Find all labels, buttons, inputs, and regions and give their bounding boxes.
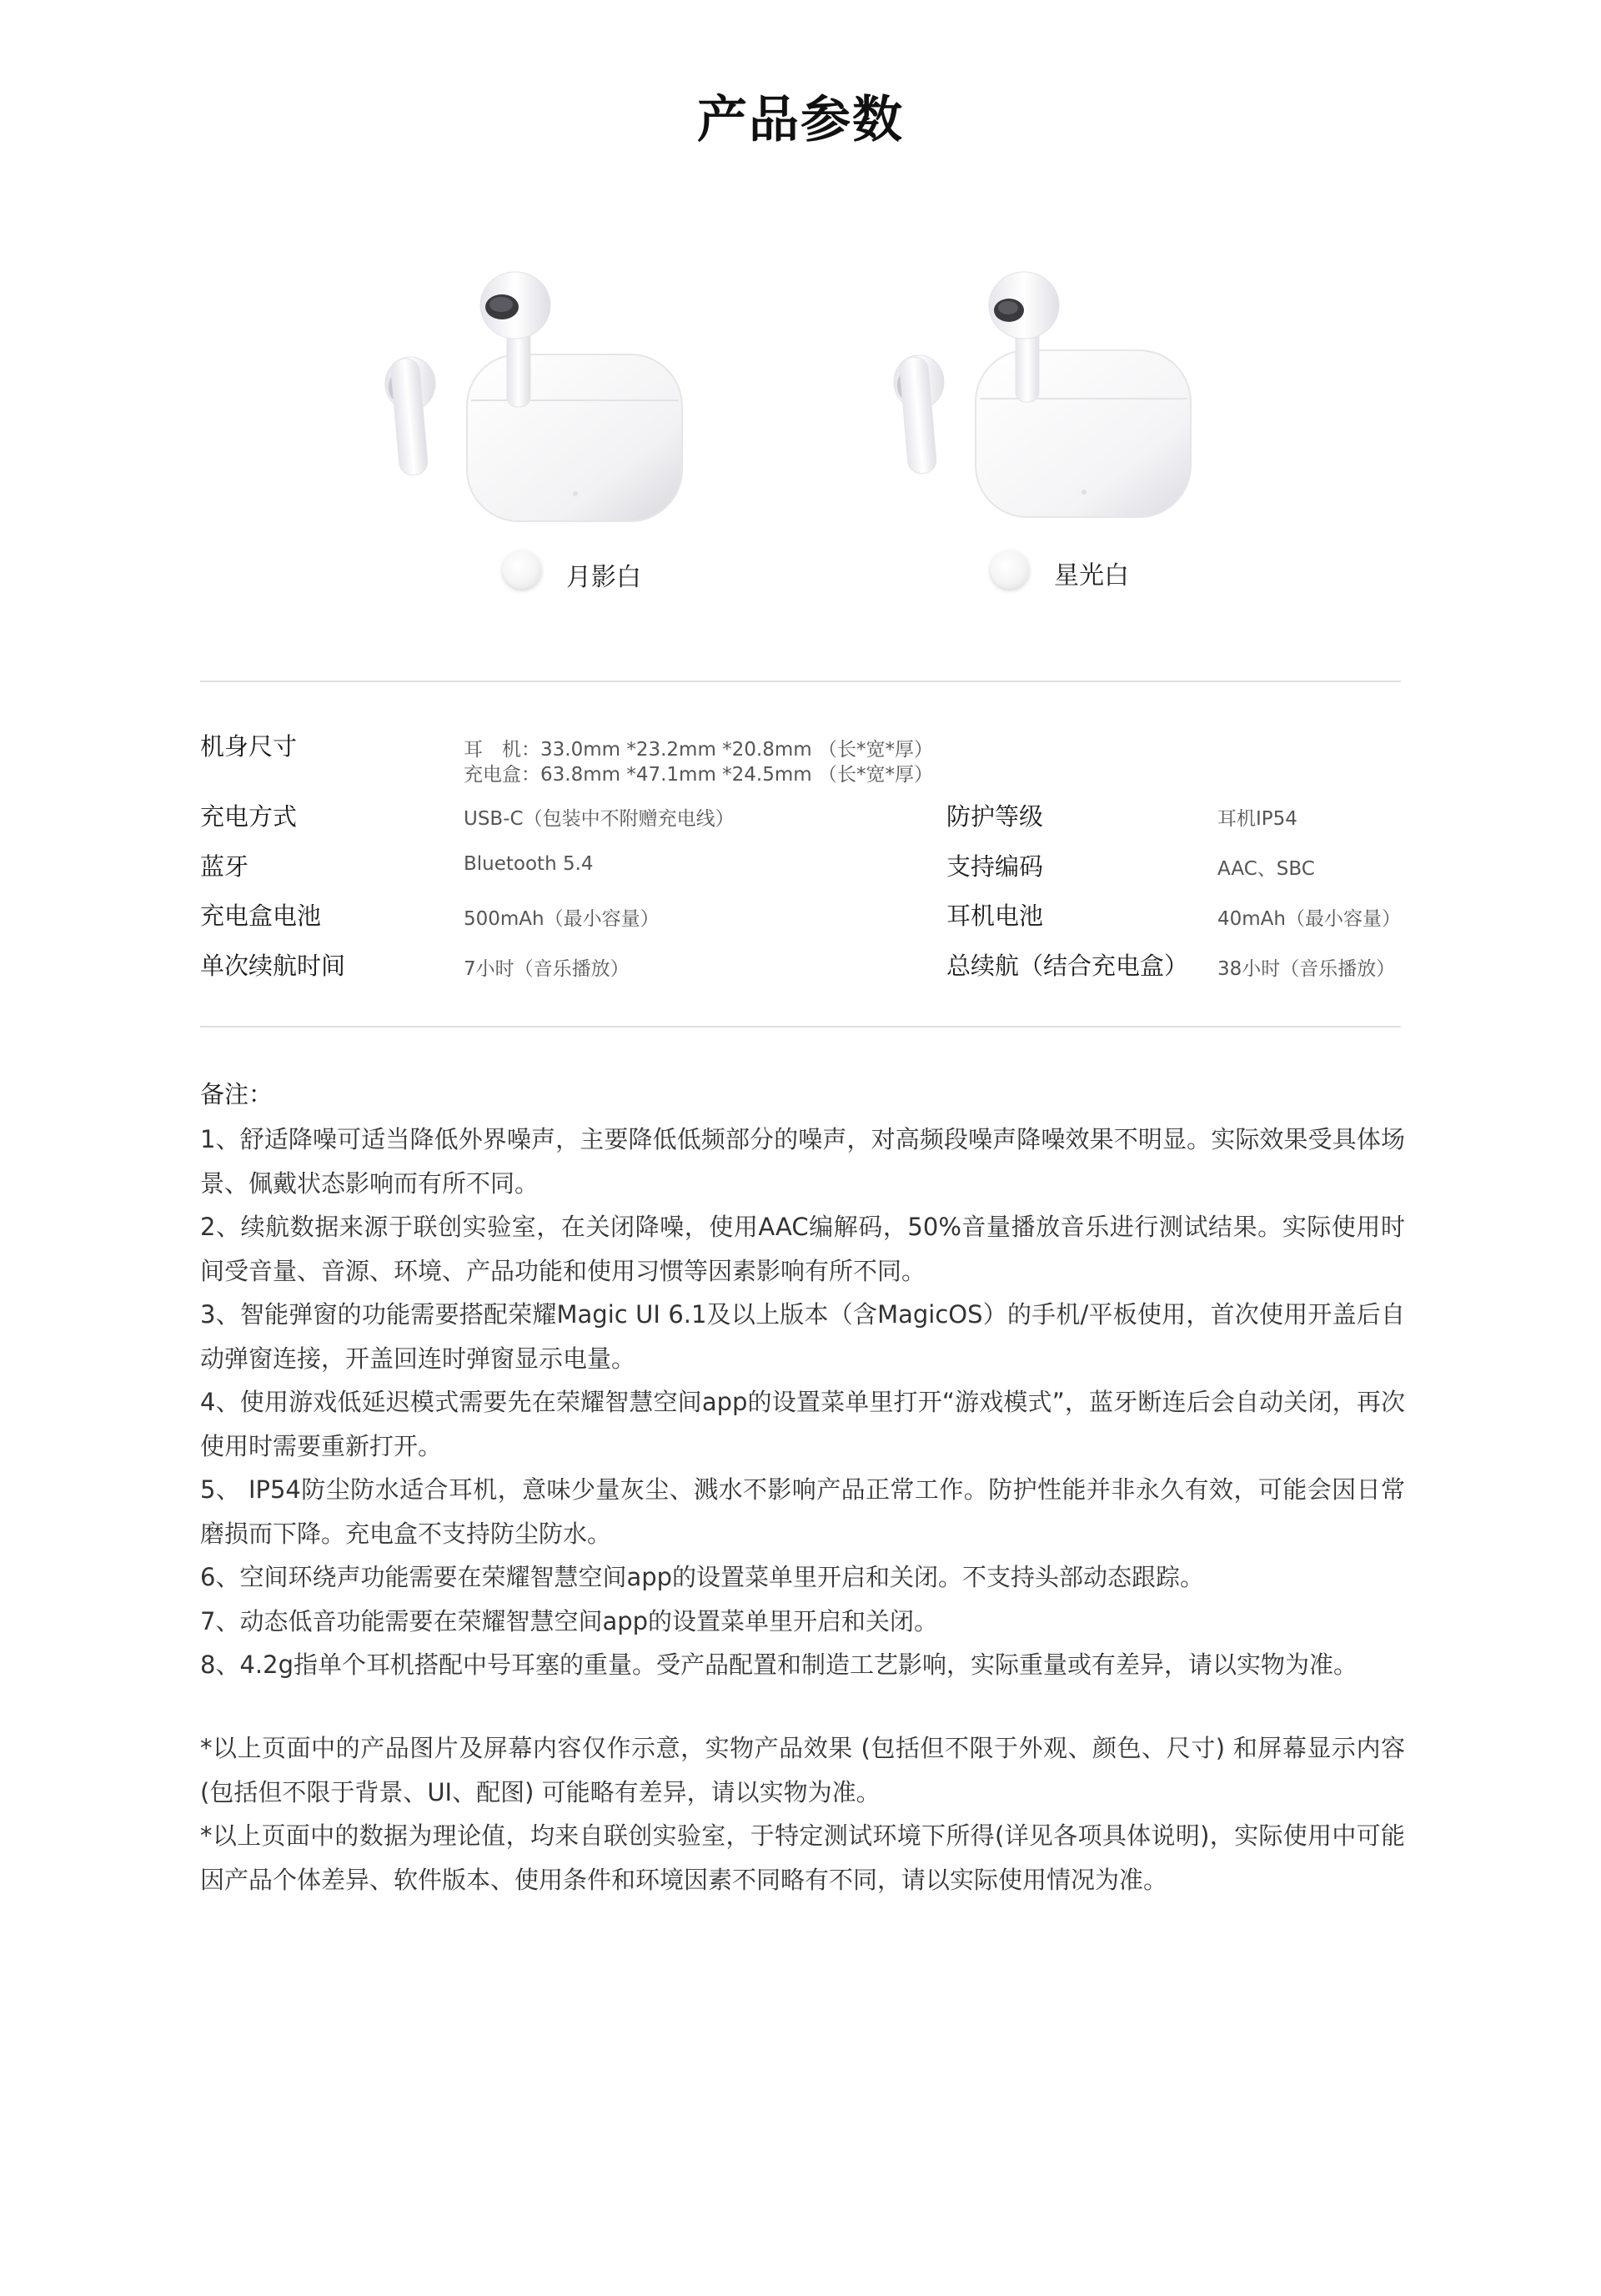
spec-label-earphone-battery: 耳机电池 xyxy=(946,902,1044,930)
spec-value-codec: AAC、SBC xyxy=(1217,858,1315,880)
spec-label-charging: 充电方式 xyxy=(200,802,298,831)
divider-top xyxy=(200,681,1401,682)
spec-value-bluetooth: Bluetooth 5.4 xyxy=(464,853,594,875)
spec-label-protection: 防护等级 xyxy=(946,802,1044,831)
earbuds-with-case-icon xyxy=(867,259,1217,525)
note-item: 4、使用游戏低延迟模式需要先在荣耀智慧空间app的设置菜单里打开“游戏模式”，蓝牙断连后会自动关闭，再次使用时需要重新打开。 xyxy=(200,1388,1405,1460)
spec-label-single-runtime: 单次续航时间 xyxy=(200,952,346,980)
notes-list xyxy=(200,1118,1405,1687)
color-label-star-white: 星光白 xyxy=(1054,561,1129,590)
notes-heading: 备注： xyxy=(200,1080,274,1108)
disclaimer-data: *以上页面中的数据为理论值，均来自联创实验室，于特定测试环境下所得(详见各项具体说明)，实际使用中可能因产品个体差异、软件版本、使用条件和环境因素不同略有不同，请以实际使用情况为准。 xyxy=(200,1821,1405,1894)
product-image-moon-white xyxy=(359,259,709,525)
note-item: 8、4.2g指单个耳机搭配中号耳塞的重量。受产品配置和制造工艺影响，实际重量或有差异，请以实物为准。 xyxy=(200,1650,1358,1679)
spec-label-case-battery: 充电盒电池 xyxy=(200,902,322,930)
note-item: 1、舒适降噪可适当降低外界噪声，主要降低低频部分的噪声，对高频段噪声降噪效果不明显。实际效果受具体场景、佩戴状态影响而有所不同。 xyxy=(200,1125,1405,1198)
spec-label-size: 机身尺寸 xyxy=(200,732,298,761)
spec-value-earphone-size: 耳 机：33.0mm *23.2mm *20.8mm （长*宽*厚） xyxy=(464,739,933,761)
disclaimer-images: *以上页面中的产品图片及屏幕内容仅作示意，实物产品效果 (包括但不限于外观、颜色、尺寸) 和屏幕显示内容(包括但不限于背景、UI、配图) 可能略有差异，请以实物为准。 xyxy=(200,1734,1405,1806)
spec-label-bluetooth: 蓝牙 xyxy=(200,852,249,881)
note-item: 5、 IP54防尘防水适合耳机，意味少量灰尘、溅水不影响产品正常工作。防护性能并非永久有效，可能会因日常磨损而下降。充电盒不支持防尘防水。 xyxy=(200,1475,1405,1548)
spec-value-single-runtime: 7小时（音乐播放） xyxy=(464,958,630,980)
note-item: 6、空间环绕声功能需要在荣耀智慧空间app的设置菜单里开启和关闭。不支持头部动态跟踪。 xyxy=(200,1563,1205,1591)
spec-value-case-size: 充电盒：63.8mm *47.1mm *24.5mm （长*宽*厚） xyxy=(464,764,933,786)
spec-label-codec: 支持编码 xyxy=(946,852,1044,881)
spec-value-case-battery: 500mAh（最小容量） xyxy=(464,908,660,930)
note-item: 7、动态低音功能需要在荣耀智慧空间app的设置菜单里开启和关闭。 xyxy=(200,1606,939,1635)
color-label-moon-white: 月影白 xyxy=(566,563,641,592)
color-swatch-star-white[interactable] xyxy=(991,550,1029,589)
spec-label-total-runtime: 总续航（结合充电盒） xyxy=(946,952,1189,980)
spec-value-total-runtime: 38小时（音乐播放） xyxy=(1217,958,1396,980)
spec-value-charging: USB-C（包装中不附赠充电线） xyxy=(464,808,735,830)
disclaimers xyxy=(200,1726,1405,1902)
earbuds-with-case-icon xyxy=(359,259,709,525)
spec-value-protection: 耳机IP54 xyxy=(1217,808,1297,830)
note-item: 2、续航数据来源于联创实验室，在关闭降噪，使用AAC编解码，50%音量播放音乐进行测试结果。实际使用时间受音量、音源、环境、产品功能和使用习惯等因素影响有所不同。 xyxy=(200,1213,1405,1285)
color-swatch-moon-white[interactable] xyxy=(503,550,541,589)
note-item: 3、智能弹窗的功能需要搭配荣耀Magic UI 6.1及以上版本（含MagicOS）的手机/平板使用，首次使用开盖后自动弹窗连接，开盖回连时弹窗显示电量。 xyxy=(200,1300,1405,1373)
product-image-star-white xyxy=(867,259,1217,525)
divider-bottom xyxy=(200,1026,1401,1027)
page-title: 产品参数 xyxy=(697,91,904,149)
spec-value-earphone-battery: 40mAh（最小容量） xyxy=(1217,908,1401,930)
